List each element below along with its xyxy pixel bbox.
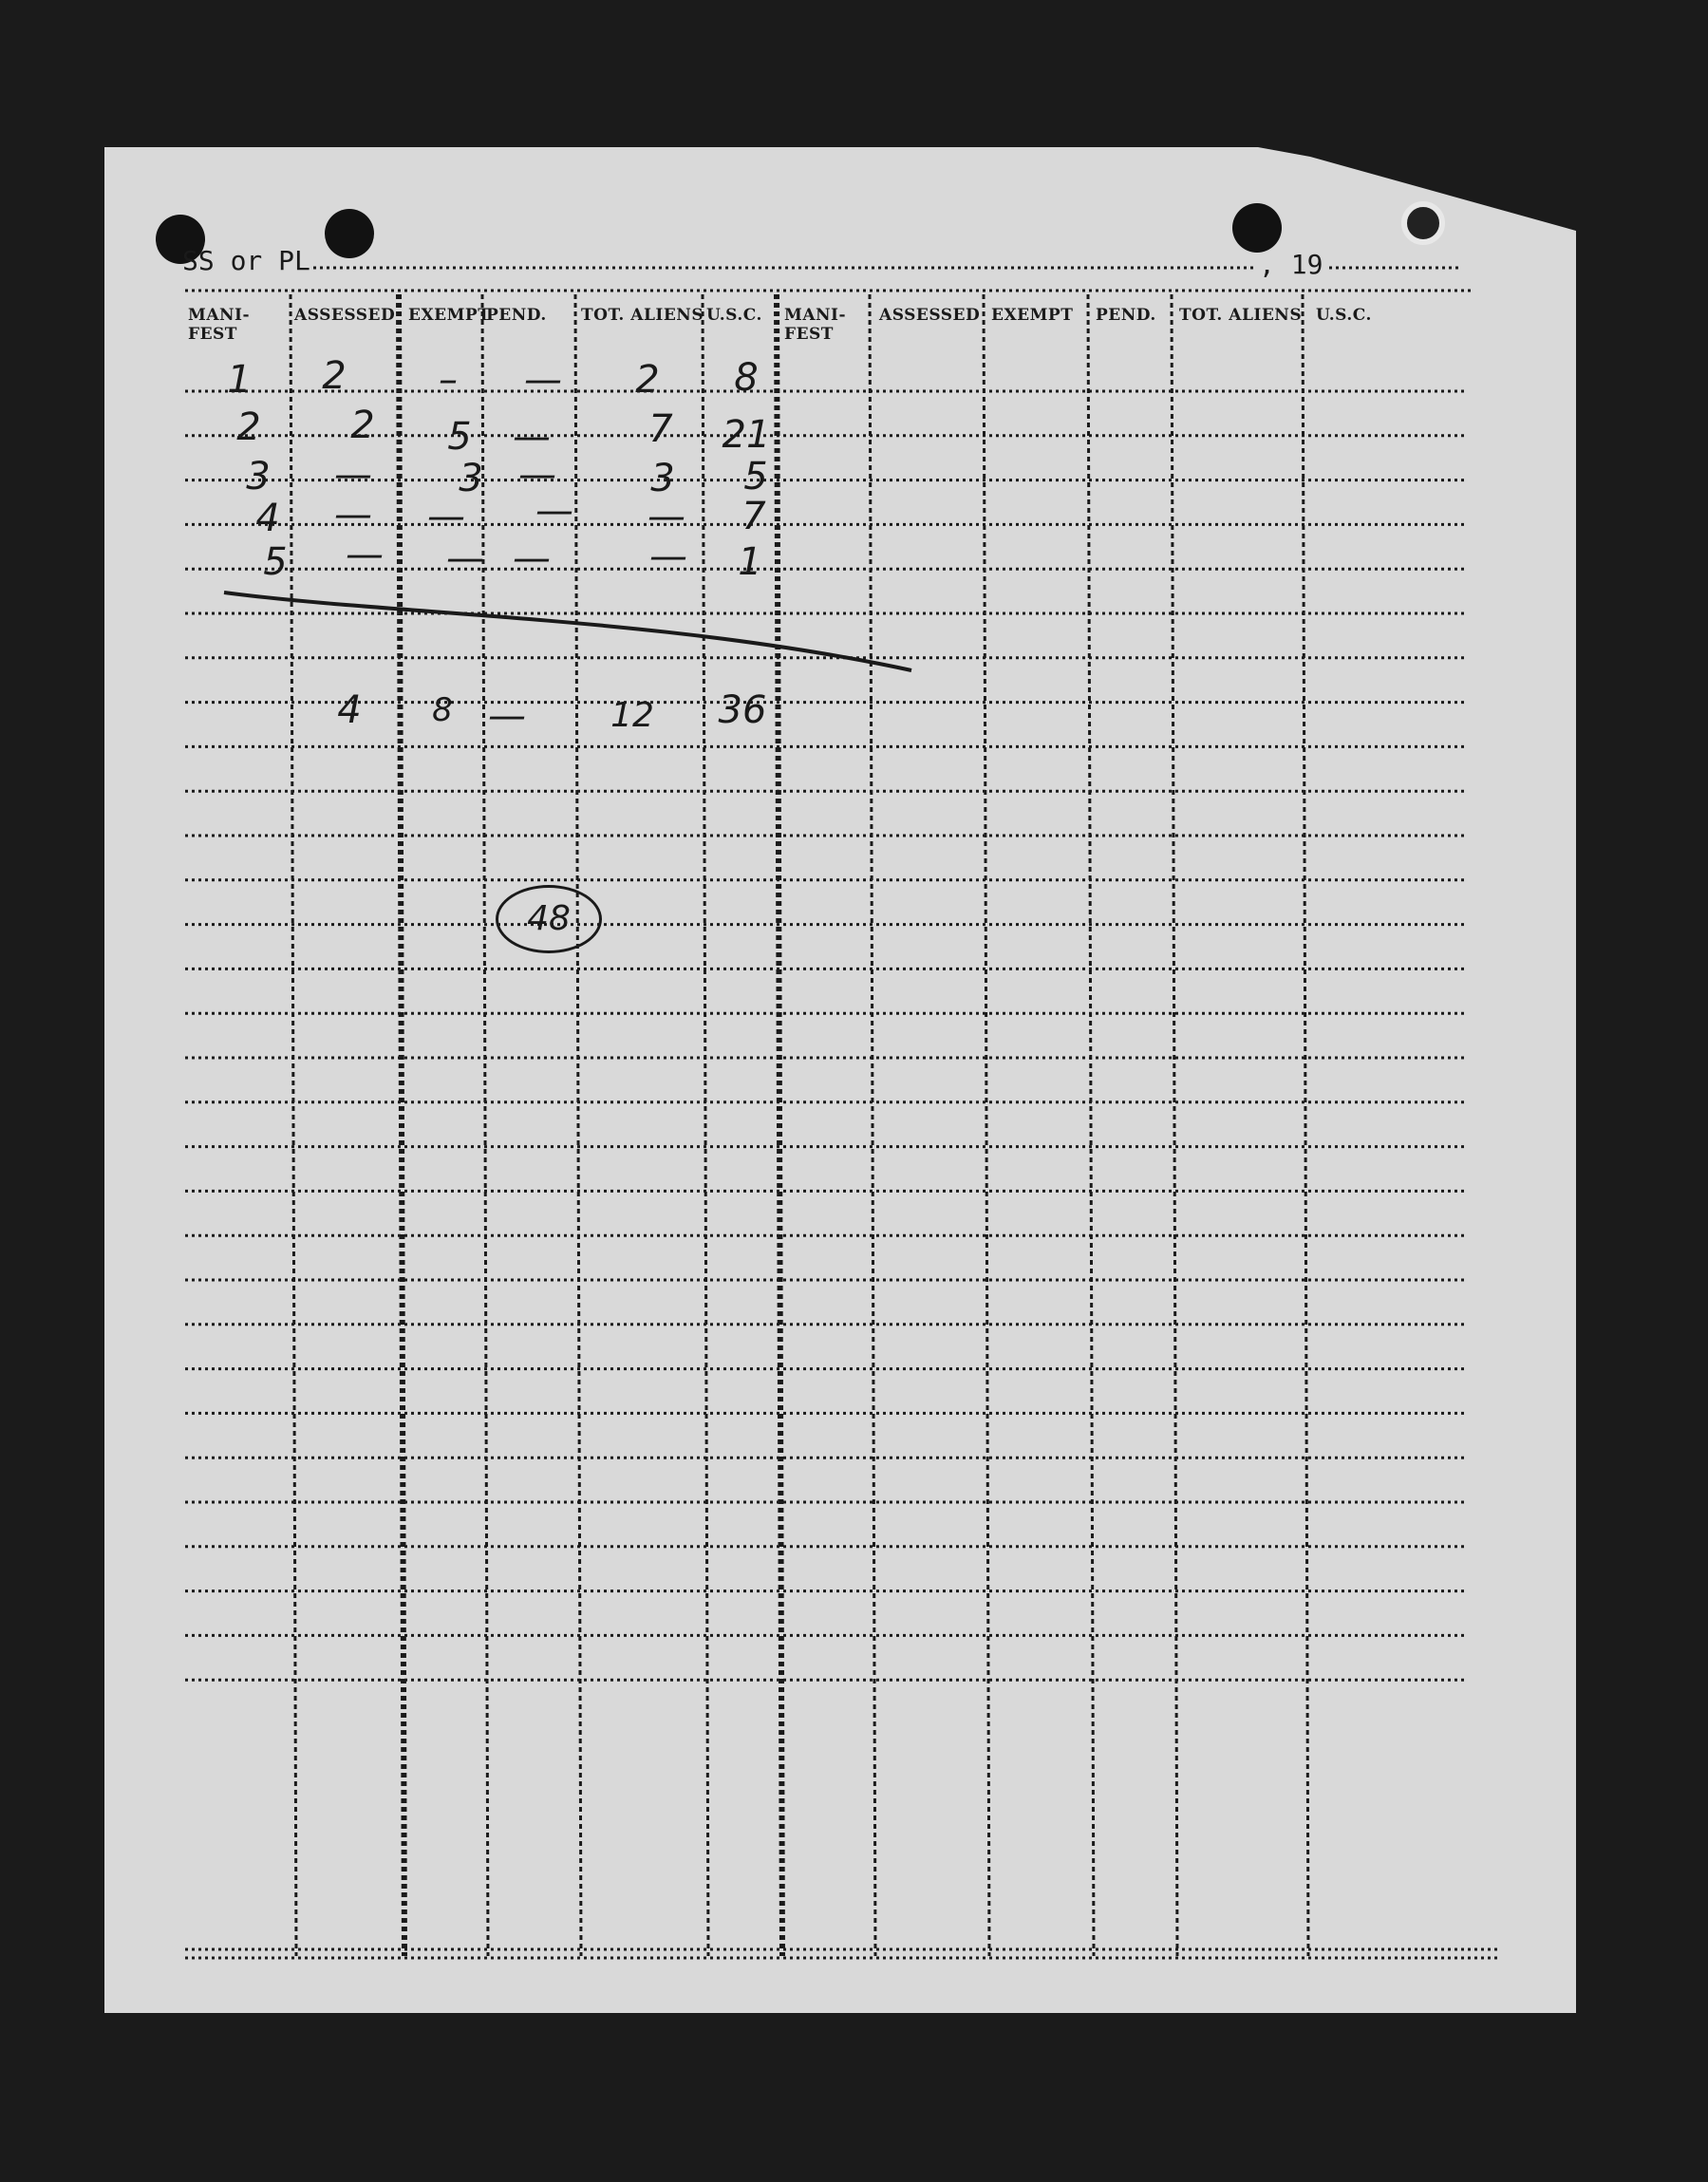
row-5-usc: 1 bbox=[738, 540, 762, 584]
row-2-tot-aliens: 7 bbox=[648, 407, 673, 451]
row-4-assessed: — bbox=[334, 493, 372, 536]
row-1-pend: — bbox=[524, 358, 562, 402]
row-2-assessed: 2 bbox=[350, 404, 375, 447]
total-pend: — bbox=[488, 694, 526, 738]
header-pend-left: PEND. bbox=[486, 306, 547, 325]
total-exempt: 8 bbox=[432, 691, 453, 729]
row-1-usc: 8 bbox=[734, 356, 759, 400]
total-assessed: 4 bbox=[337, 688, 362, 732]
column-rule bbox=[703, 294, 708, 1956]
row-2-pend: — bbox=[513, 415, 551, 459]
row-3-exempt: 3 bbox=[459, 457, 483, 500]
row-2-usc: 21 bbox=[722, 413, 771, 457]
header-assessed-right: ASSESSED bbox=[879, 306, 981, 325]
row-2-manifest: 2 bbox=[236, 405, 261, 449]
header-exempt-right: EXEMPT bbox=[991, 306, 1074, 325]
row-3-pend: — bbox=[518, 453, 556, 497]
header-pend-right: PEND. bbox=[1096, 306, 1156, 325]
row-4-tot-aliens: — bbox=[648, 495, 685, 538]
column-rule bbox=[1088, 294, 1094, 1956]
header-usc-left: U.S.C. bbox=[706, 306, 762, 325]
row-4-exempt: — bbox=[427, 495, 465, 538]
year-prefix: , 19 bbox=[1259, 249, 1323, 280]
column-rule bbox=[1172, 294, 1177, 1956]
row-3-assessed: — bbox=[334, 453, 372, 497]
row-3-tot-aliens: 3 bbox=[650, 457, 675, 500]
row-5-assessed: — bbox=[346, 533, 384, 576]
row-1-exempt: – bbox=[439, 358, 458, 402]
column-rule bbox=[575, 294, 581, 1956]
column-rule bbox=[984, 294, 989, 1956]
row-4-usc: 7 bbox=[741, 495, 766, 538]
row-5-tot-aliens: — bbox=[649, 535, 687, 578]
header-assessed-left: ASSESSED bbox=[294, 306, 396, 325]
row-5-pend: — bbox=[513, 536, 551, 580]
row-5-exempt: — bbox=[446, 536, 484, 580]
ss-or-pl-label: SS or PL bbox=[182, 245, 310, 276]
row-4-pend: — bbox=[535, 489, 573, 533]
row-1-tot-aliens: 2 bbox=[635, 358, 660, 402]
header-manifest-right: MANI- FEST bbox=[784, 306, 847, 344]
total-usc: 36 bbox=[718, 688, 767, 732]
column-rule bbox=[870, 294, 875, 1956]
column-rule bbox=[399, 294, 404, 1956]
header-usc-right: U.S.C. bbox=[1316, 306, 1372, 325]
total-tot-aliens: 12 bbox=[610, 696, 654, 735]
header-manifest-left: MANI- FEST bbox=[188, 306, 251, 344]
row-5-manifest: 5 bbox=[263, 540, 288, 584]
row-3-manifest: 3 bbox=[246, 455, 271, 498]
column-rule bbox=[1303, 294, 1308, 1956]
grand-total-circled: 48 bbox=[496, 885, 602, 953]
header-tot-aliens-left: TOT. ALIENS bbox=[581, 306, 704, 325]
row-1-assessed: 2 bbox=[322, 354, 347, 398]
row-4-manifest: 4 bbox=[255, 497, 280, 540]
header-tot-aliens-right: TOT. ALIENS bbox=[1179, 306, 1303, 325]
row-2-exempt: 5 bbox=[447, 415, 472, 459]
row-1-manifest: 1 bbox=[227, 358, 252, 402]
row-3-usc: 5 bbox=[743, 455, 768, 498]
header-exempt-left: EXEMPT bbox=[408, 306, 491, 325]
